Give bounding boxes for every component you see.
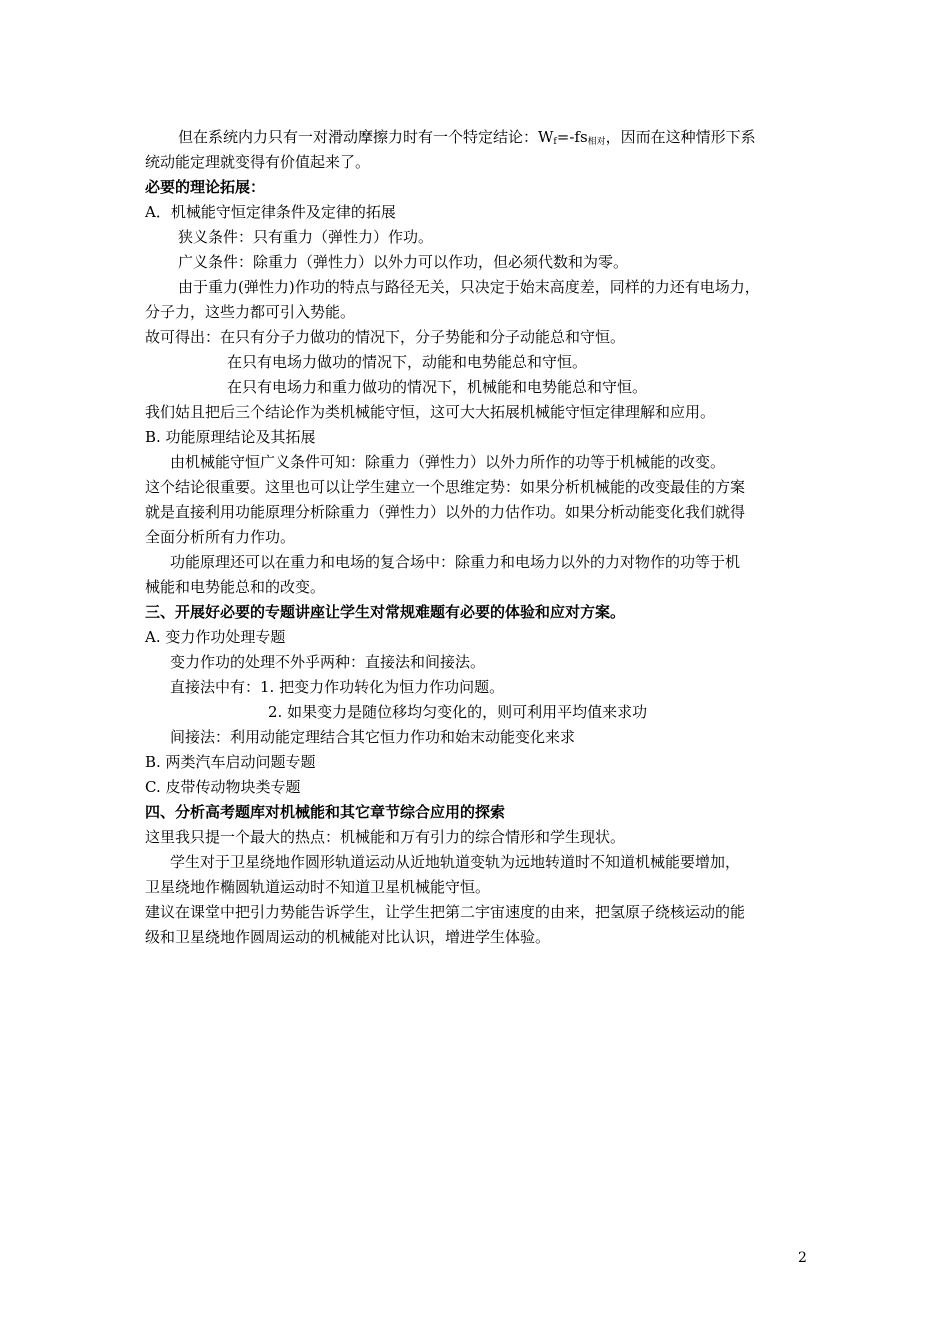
paragraph-line: 在只有电场力和重力做功的情况下，机械能和电势能总和守恒。 [227,378,648,396]
paragraph-line: 建议在课堂中把引力势能告诉学生，让学生把第二宇宙速度的由来，把氢原子绕核运动的能 [145,903,746,921]
paragraph-line: 级和卫星绕地作圆周运动的机械能对比认识，增进学生体验。 [145,928,551,946]
section-heading: 必要的理论拓展： [145,178,266,196]
paragraph-line: 我们姑且把后三个结论作为类机械能守恒，这可大大拓展机械能守恒定律理解和应用。 [145,403,716,421]
subsection-heading: C. 皮带传动物块类专题 [145,778,301,796]
paragraph-line: 这个结论很重要。这里也可以让学生建立一个思维定势：如果分析机械能的改变最佳的方案 [145,478,746,496]
paragraph-line: 全面分析所有力作功。 [145,528,296,546]
paragraph-line: 直接法中有：1. 把变力作功转化为恒力作功问题。 [170,678,505,696]
paragraph-line: 学生对于卫星绕地作圆形轨道运动从近地轨道变轨为远地转道时不知道机械能要增加， [170,853,741,871]
subsection-heading: A．机械能守恒定律条件及定律的拓展 [145,203,396,221]
paragraph-line: 卫星绕地作椭圆轨道运动时不知道卫星机械能守恒。 [145,878,491,896]
paragraph-line: 在只有电场力做功的情况下，动能和电势能总和守恒。 [227,353,588,371]
paragraph-line: 间接法：利用动能定理结合其它恒力作功和始末动能变化来求 [170,728,576,746]
subsection-heading: B. 两类汽车启动问题专题 [145,753,316,771]
paragraph-line: 广义条件：除重力（弹性力）以外力可以作功，但必须代数和为零。 [178,253,629,271]
paragraph-line: 狭义条件：只有重力（弹性力）作功。 [178,228,434,246]
subsection-heading: A. 变力作功处理专题 [145,628,286,646]
section-heading: 四、分析高考题库对机械能和其它章节综合应用的探索 [145,803,506,821]
paragraph-line: 分子力，这些力都可引入势能。 [145,303,356,321]
section-heading: 三、开展好必要的专题讲座让学生对常规难题有必要的体验和应对方案。 [145,603,626,621]
paragraph-line: 由机械能守恒广义条件可知：除重力（弹性力）以外力所作的功等于机械能的改变。 [170,453,726,471]
subsection-heading: B. 功能原理结论及其拓展 [145,428,316,446]
paragraph-line: 变力作功的处理不外乎两种：直接法和间接法。 [170,653,486,671]
paragraph-line: 故可得出：在只有分子力做功的情况下，分子势能和分子动能总和守恒。 [145,328,626,346]
paragraph-line: 功能原理还可以在重力和电场的复合场中：除重力和电场力以外的力对物作的功等于机 [170,553,741,571]
paragraph-line: 2. 如果变力是随位移均匀变化的，则可利用平均值来求功 [268,703,648,721]
page-number: 2 [798,1250,807,1266]
paragraph-line: 由于重力(弹性力)作功的特点与路径无关，只决定于始末高度差，同样的力还有电场力， [178,278,760,296]
paragraph-line: 统动能定理就变得有价值起来了。 [145,153,371,171]
paragraph-line: 就是直接利用功能原理分析除重力（弹性力）以外的力估作功。如果分析动能变化我们就得 [145,503,746,521]
paragraph-line: 但在系统内力只有一对滑动摩擦力时有一个特定结论：$W_f=-fs_{相对}$，因而在这种情形下系 [178,128,756,147]
paragraph-line: 这里我只提一个最大的热点：机械能和万有引力的综合情形和学生现状。 [145,828,626,846]
paragraph-line: 械能和电势能总和的改变。 [145,578,326,596]
